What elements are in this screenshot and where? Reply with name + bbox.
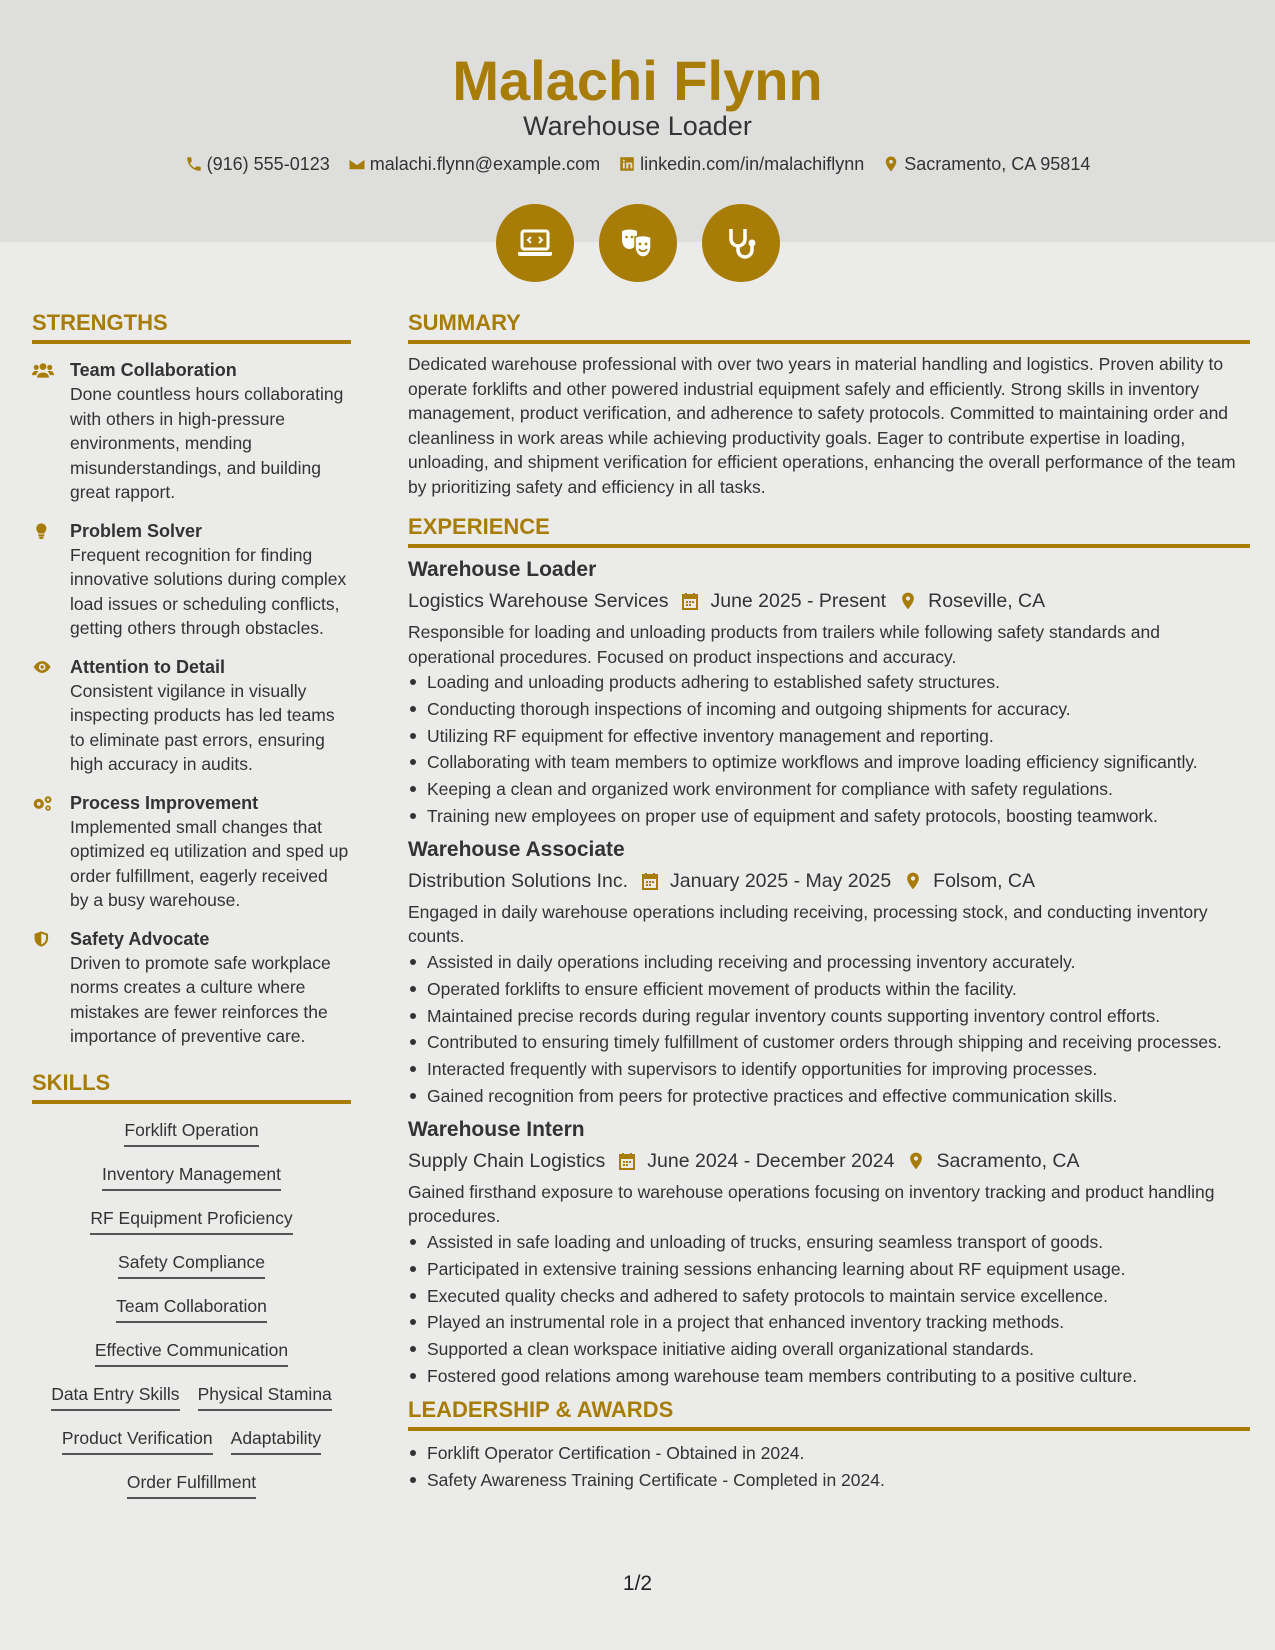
contact-linkedin[interactable] xyxy=(618,152,864,176)
skill-tag: Forklift Operation xyxy=(124,1118,258,1147)
gears-icon xyxy=(32,793,54,813)
list-item: Forklift Operator Certification - Obtained in 2024. xyxy=(408,1441,1250,1465)
job-desc: Engaged in daily warehouse operations including receiving, processing stock, and conducting inventory counts. xyxy=(408,901,1208,947)
linkedin-icon xyxy=(618,155,636,173)
strength-title: Safety Advocate xyxy=(70,928,210,949)
lightbulb-icon xyxy=(32,521,54,541)
skills-list xyxy=(32,1118,351,1499)
job-bullets xyxy=(408,670,1250,828)
candidate-name: Malachi Flynn xyxy=(452,49,823,112)
job-dates: June 2024 - December 2024 xyxy=(647,1149,895,1172)
list-item: Conducting thorough inspections of incoming and outgoing shipments for accuracy. xyxy=(408,697,1250,721)
strength-item xyxy=(32,927,351,1049)
job-entry xyxy=(408,556,1250,828)
experience-heading: EXPERIENCE xyxy=(408,513,1250,548)
list-item: Supported a clean workspace initiative aiding overall organizational standards. xyxy=(408,1337,1250,1361)
list-item: Safety Awareness Training Certificate - Completed in 2024. xyxy=(408,1468,1250,1492)
strength-title: Attention to Detail xyxy=(70,656,225,677)
list-item: Interacted frequently with supervisors to identify opportunities for improving processes. xyxy=(408,1057,1250,1081)
location-icon xyxy=(898,591,918,611)
strength-title: Problem Solver xyxy=(70,520,203,541)
job-bullets xyxy=(408,1230,1250,1388)
skill-tag: Adaptability xyxy=(231,1426,321,1455)
list-item: Loading and unloading products adhering to established safety structures. xyxy=(408,670,1250,694)
list-item: Maintained precise records during regular inventory counts supporting inventory control efforts. xyxy=(408,1004,1250,1028)
list-item: Executed quality checks and adhered to safety protocols to maintain service excellence. xyxy=(408,1284,1250,1308)
contact-email[interactable] xyxy=(348,152,600,176)
job-location: Sacramento, CA xyxy=(936,1149,1080,1172)
laptop-code-icon xyxy=(496,204,574,282)
awards-list xyxy=(408,1441,1250,1492)
job-location: Roseville, CA xyxy=(928,590,1046,612)
skill-tag: Safety Compliance xyxy=(118,1250,265,1279)
strength-desc: Driven to promote safe workplace norms creates a culture where mistakes are fewer reinforces the importance of preventive care. xyxy=(70,952,331,1046)
strength-desc: Implemented small changes that optimized eq utilization and sped up order fulfillment, eagerly received by a busy warehouse. xyxy=(70,816,349,910)
strength-item xyxy=(32,791,351,913)
strength-title: Team Collaboration xyxy=(70,360,237,380)
job-entry xyxy=(408,1116,1250,1388)
skill-tag: Order Fulfillment xyxy=(127,1470,256,1499)
job-company: Supply Chain Logistics xyxy=(408,1149,606,1172)
stethoscope-icon xyxy=(702,204,780,282)
contact-phone-text: (916) 555-0123 xyxy=(206,154,330,174)
skill-tag: Effective Communication xyxy=(95,1338,288,1367)
candidate-title: Warehouse Loader xyxy=(523,111,752,141)
list-item: Training new employees on proper use of equipment and safety protocols, boosting teamwork. xyxy=(408,804,1250,828)
left-column xyxy=(32,309,351,1499)
job-dates: January 2025 - May 2025 xyxy=(670,869,892,892)
list-item: Participated in extensive training sessions enhancing learning about RF equipment usage. xyxy=(408,1257,1250,1281)
shield-icon xyxy=(32,929,54,949)
skill-tag: Physical Stamina xyxy=(198,1382,332,1411)
skill-tag: Product Verification xyxy=(62,1426,213,1455)
job-company: Distribution Solutions Inc. xyxy=(408,869,629,892)
list-item: Utilizing RF equipment for effective inventory management and reporting. xyxy=(408,724,1250,748)
job-entry xyxy=(408,836,1250,1108)
location-icon xyxy=(906,1151,926,1171)
skill-tag: RF Equipment Proficiency xyxy=(90,1206,292,1235)
strengths-heading: STRENGTHS xyxy=(32,309,351,344)
location-icon xyxy=(903,871,923,891)
skill-tag: Data Entry Skills xyxy=(51,1382,179,1411)
job-desc: Responsible for loading and unloading products from trailers while following safety standards and operational procedures. Focused on product inspections and accuracy. xyxy=(408,622,1160,667)
contact-location xyxy=(882,152,1090,176)
strength-desc: Done countless hours collaborating with others in high-pressure environments, mending misunderstandings, and building great rapport. xyxy=(70,384,344,502)
badge-row xyxy=(0,204,1275,282)
theater-masks-icon xyxy=(599,204,677,282)
list-item: Assisted in safe loading and unloading of trucks, ensuring seamless transport of goods. xyxy=(408,1230,1250,1254)
email-icon xyxy=(348,155,366,173)
list-item: Collaborating with team members to optimize workflows and improve loading efficiency significantly. xyxy=(408,750,1250,774)
list-item: Assisted in daily operations including receiving and processing inventory accurately. xyxy=(408,950,1250,974)
contact-row xyxy=(0,152,1275,176)
right-column xyxy=(408,309,1250,1495)
contact-phone[interactable] xyxy=(185,152,330,176)
skill-tag: Inventory Management xyxy=(102,1162,281,1191)
job-meta xyxy=(408,867,1250,895)
list-item: Operated forklifts to ensure efficient movement of products within the facility. xyxy=(408,977,1250,1001)
list-item: Contributed to ensuring timely fulfillment of customer orders through shipping and receiving processes. xyxy=(408,1030,1250,1054)
job-role: Warehouse Intern xyxy=(408,1117,585,1141)
list-item: Gained recognition from peers for protective practices and effective communication skills. xyxy=(408,1084,1250,1108)
job-role: Warehouse Associate xyxy=(408,837,625,861)
page-number: 1/2 xyxy=(622,1572,653,1595)
skill-tag: Team Collaboration xyxy=(116,1294,267,1323)
job-role: Warehouse Loader xyxy=(408,558,597,581)
contact-linkedin-text: linkedin.com/in/malachiflynn xyxy=(640,154,865,174)
strength-item xyxy=(32,655,351,777)
phone-icon xyxy=(185,155,203,173)
job-bullets xyxy=(408,950,1250,1108)
strength-item xyxy=(32,358,351,505)
contact-location-text: Sacramento, CA 95814 xyxy=(904,154,1091,174)
summary-heading: SUMMARY xyxy=(408,309,1250,344)
calendar-icon xyxy=(680,591,700,611)
eye-icon xyxy=(32,657,54,677)
list-item: Keeping a clean and organized work environment for compliance with safety regulations. xyxy=(408,777,1250,801)
summary-text: Dedicated warehouse professional with over two years in material handling and logistics. Proven ability to operate forklifts and other powered industrial equipment safely and efficiently. Strong skills in inventory management, product verification, and adherence to safety protocols. Committed to maintaining order and cleanliness in work areas while achieving productivity goals. Eager to contribute expertise in loading, unloading, and shipment verification for efficient operations, enhancing the overall performance of the team by prioritizing safety and efficiency in all tasks. xyxy=(408,354,1236,497)
calendar-icon xyxy=(617,1151,637,1171)
job-company: Logistics Warehouse Services xyxy=(408,590,669,612)
list-item: Played an instrumental role in a project that enhanced inventory tracking methods. xyxy=(408,1310,1250,1334)
strength-item xyxy=(32,519,351,641)
job-dates: June 2025 - Present xyxy=(710,590,887,612)
calendar-icon xyxy=(640,871,660,891)
location-icon xyxy=(882,155,900,173)
users-icon xyxy=(32,360,54,380)
job-meta xyxy=(408,587,1250,615)
list-item: Fostered good relations among warehouse team members contributing to a positive culture. xyxy=(408,1364,1250,1388)
skills-heading: SKILLS xyxy=(32,1069,351,1104)
strength-desc: Frequent recognition for finding innovative solutions during complex load issues or scheduling conflicts, getting others through obstacles. xyxy=(70,544,347,638)
job-desc: Gained firsthand exposure to warehouse operations focusing on inventory tracking and product handling procedures. xyxy=(408,1181,1215,1227)
job-meta xyxy=(408,1147,1250,1175)
job-location: Folsom, CA xyxy=(933,869,1036,892)
awards-heading: LEADERSHIP & AWARDS xyxy=(408,1396,1250,1431)
strength-desc: Consistent vigilance in visually inspecting products has led teams to eliminate past errors, ensuring high accuracy in audits. xyxy=(70,680,335,774)
strength-title: Process Improvement xyxy=(70,792,259,813)
contact-email-text: malachi.flynn@example.com xyxy=(369,154,601,174)
